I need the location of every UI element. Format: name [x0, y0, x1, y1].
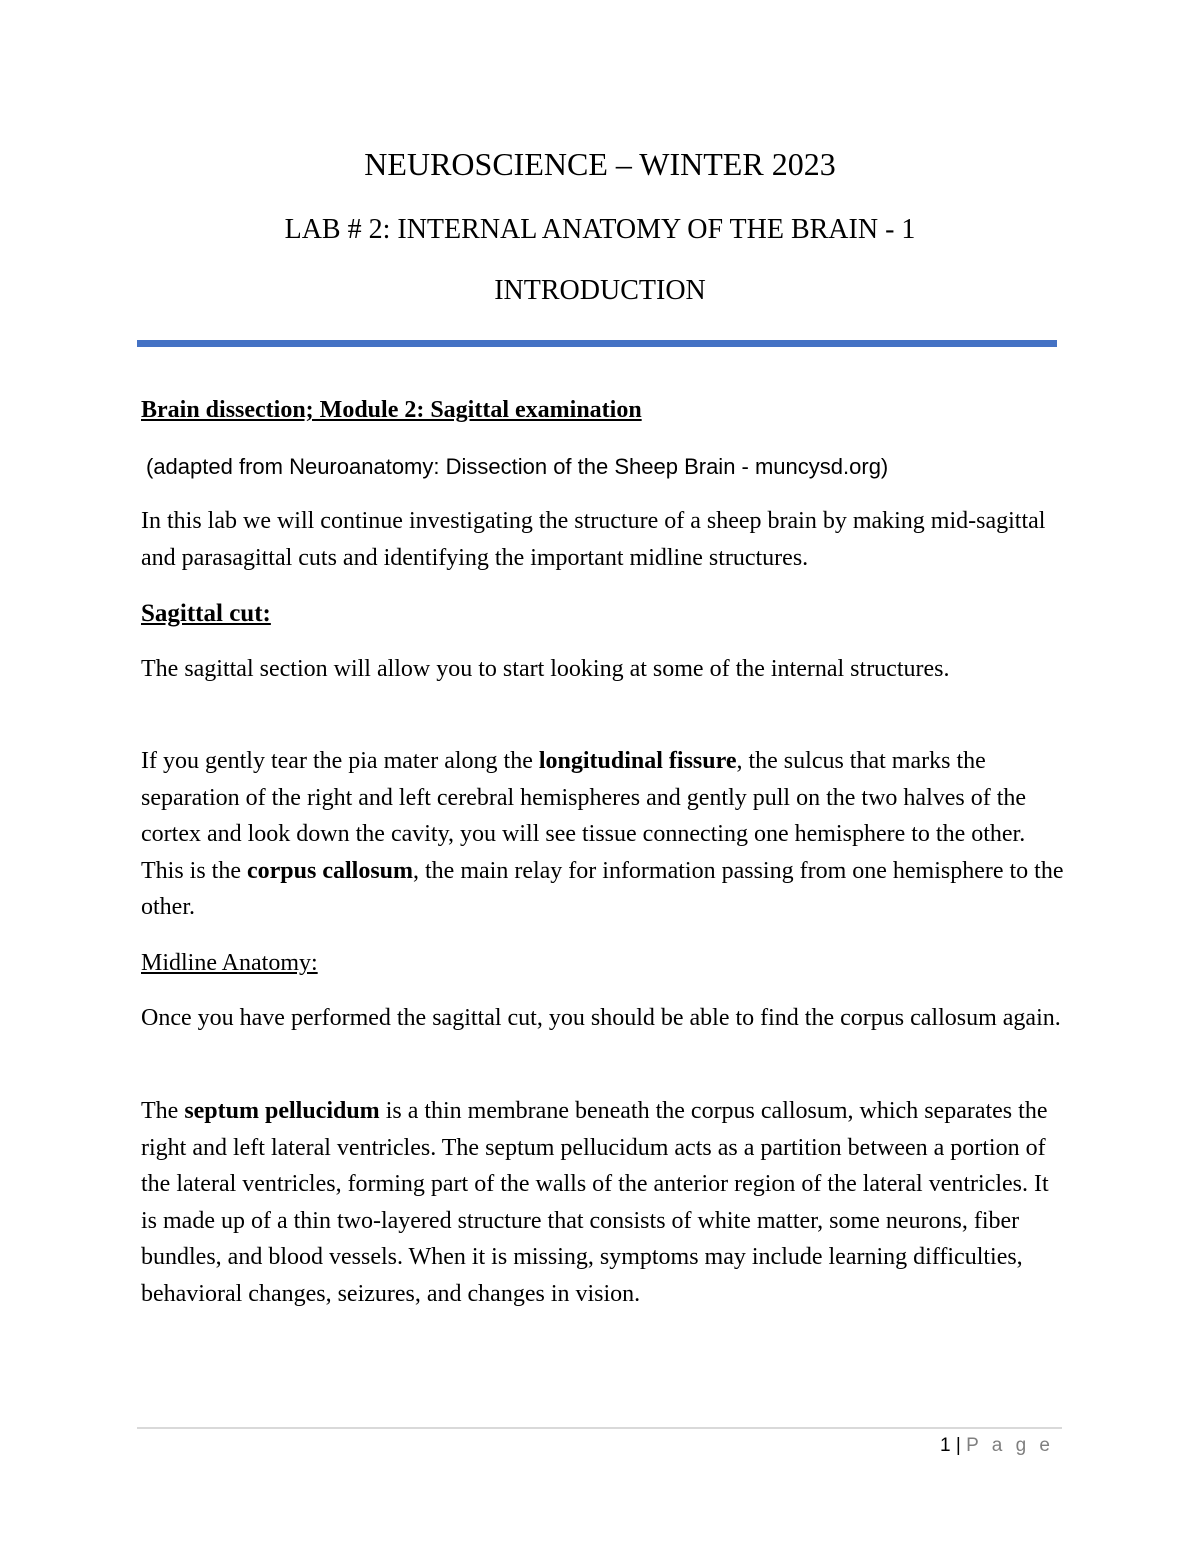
intro-paragraph: In this lab we will continue investigating the structure of a sheep brain by making mid-sagittal and parasagittal cuts and identifying the important midline structures.	[141, 508, 1046, 571]
text-run: , the sulcus that marks the separation of the right and left cerebral hemispheres and gently pull on the two halves of the cortex and look down the cavity, you will see tissue connecting one hemisphere to the other. This is the	[141, 748, 1027, 884]
title-divider	[137, 340, 1057, 347]
footer-divider	[137, 1427, 1062, 1429]
page-label: P a g e	[966, 1435, 1054, 1456]
term-longitudinal-fissure: longitudinal fissure	[538, 748, 737, 774]
page-number: 1	[940, 1435, 951, 1456]
midline-heading: Midline Anatomy:	[141, 950, 318, 976]
adapted-note: (adapted from Neuroanatomy: Dissection of the Sheep Brain - muncysd.org)	[146, 454, 889, 479]
text-run: If you gently tear the pia mater along the	[141, 748, 539, 774]
sagittal-heading: Sagittal cut:	[141, 600, 271, 627]
section-title: INTRODUCTION	[494, 275, 706, 306]
text-run: , the main relay for information passing from one hemisphere to the other.	[141, 857, 1064, 920]
text-run: The	[141, 1098, 185, 1124]
course-title: NEUROSCIENCE – WINTER 2023	[364, 146, 836, 182]
term-corpus-callosum: corpus callosum	[247, 857, 414, 884]
page-footer	[940, 1434, 1054, 1458]
footer-separator: |	[955, 1435, 961, 1456]
term-septum-pellucidum: septum pellucidum	[184, 1098, 380, 1124]
sagittal-paragraph-2	[141, 743, 1066, 926]
midline-paragraph-2	[141, 1093, 1066, 1312]
sagittal-paragraph-1: The sagittal section will allow you to start looking at some of the internal structures.	[141, 656, 950, 682]
text-run: is a thin membrane beneath the corpus callosum, which separates the right and left lateral ventricles. The septum pellucidum acts as a partition between a portion of the lateral ventricles, forming part of the walls of the anterior region of the lateral ventricles. It is made up of a thin two-layered structure that consists of white matter, some neurons, fiber bundles, and blood vessels. When it is missing, symptoms may include learning difficulties, behavioral changes, seizures, and changes in vision.	[141, 1098, 1049, 1307]
module-heading: Brain dissection; Module 2: Sagittal examination	[141, 397, 642, 423]
midline-paragraph-1: Once you have performed the sagittal cut, you should be able to find the corpus callosum again.	[141, 1005, 1061, 1031]
lab-title: LAB # 2: INTERNAL ANATOMY OF THE BRAIN - 1	[284, 214, 916, 245]
